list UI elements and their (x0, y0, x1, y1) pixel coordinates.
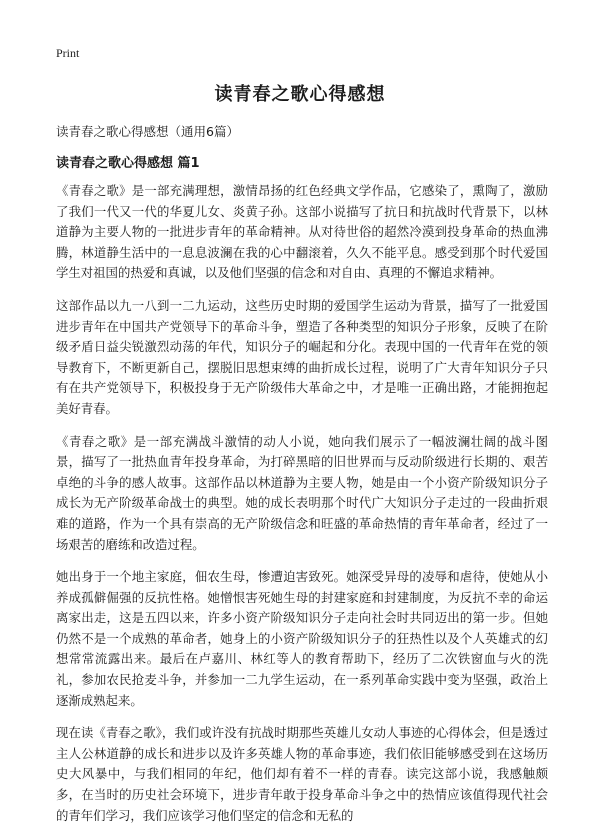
paragraph: 这部作品以九一八到一二九运动，这些历史时期的爱国学生运动为背景，描写了一批爱国进步青年在中国共产党领导下的革命斗争，塑造了各种类型的知识分子形象，反映了在阶级矛盾日益尖锐激烈动荡的年代，知识分子的崛起和分化。表现中国的一代青年在党的领导教育下，不断更新自己，摆脱旧思想束缚的曲折成长过程，说明了广大青年知识分子只有在共产党领导下，积极投身于无产阶级伟大革命之中，才是唯一正确出路，才能拥抱起美好青春。 (56, 297, 548, 416)
article-body (56, 181, 548, 838)
paragraph: 她出身于一个地主家庭，佃农生母，惨遭迫害致死。她深受异母的凌辱和虐待，使她从小养成孤僻倔强的反抗性格。她憎恨害死她生母的封建家庭和封建制度，为反抗不幸的命运离家出走，这是五四以来，许多小资产阶级知识分子走向社会时共同迈出的第一步。但她仍然不是一个成熟的革命者，她身上的小资产阶级知识分子的狂热性以及个人英雄式的幻想常常流露出来。最后在卢嘉川、林红等人的教育帮助下，经历了二次铁窗血与火的洗礼，参加农民抢麦斗争，并参加一二九学生运动，在一系列革命实践中变为坚强，政治上逐渐成熟起来。 (56, 569, 548, 708)
paragraph: 《青春之歌》是一部充满理想，激情昂扬的红色经典文学作品，它感染了，熏陶了，激励了我们一代又一代的华夏儿女、炎黄子孙。这部小说描写了抗日和抗战时代背景下，以林道静为主要人物的一批进步青年的革命精神。从对待世俗的超然冷漠到投身革命的热血沸腾，林道静生活中的一息息波澜在我的心中翻滚着，久久不能平息。感受到那个时代爱国学生对祖国的热爱和真诚，以及他们坚强的信念和对自由、真理的不懈追求精神。 (56, 183, 548, 281)
section-heading: 读青春之歌心得感想 篇1 (56, 156, 200, 171)
print-label[interactable]: Print (56, 46, 80, 60)
paragraph: 《青春之歌》是一部充满战斗激情的动人小说，她向我们展示了一幅波澜壮阔的战斗图景，描写了一批热血青年投身革命，为打碎黑暗的旧世界而与反动阶级进行长期的、艰苦卓绝的斗争的感人故事。这部作品以林道静为主要人物，她是由一个小资产阶级知识分子成长为无产阶级革命战士的典型。她的成长表明那个时代广大知识分子走过的一段曲折艰难的道路，作为一个具有崇高的无产阶级信念和旺盛的革命热情的青年革命者，经过了一场艰苦的磨练和改造过程。 (56, 433, 548, 552)
document-subtitle: 读青春之歌心得感想（通用6篇） (56, 124, 239, 139)
paragraph: 现在读《青春之歌》，我们或许没有抗战时期那些英雄儿女动人事迹的心得体会，但是透过主人公林道静的成长和进步以及许多英雄人物的革命事迹，我们依旧能够感受到在这场历史大风暴中，与我们相同的年纪，他们却有着不一样的青春。读完这部小说，我感触颇多，在当时的历史社会环境下，进步青年敢于投身革命斗争之中的热情应该值得现代社会的青年们学习，我们应该学习他们坚定的信念和无私的 (56, 725, 548, 823)
page-title: 读青春之歌心得感想 (214, 84, 386, 105)
